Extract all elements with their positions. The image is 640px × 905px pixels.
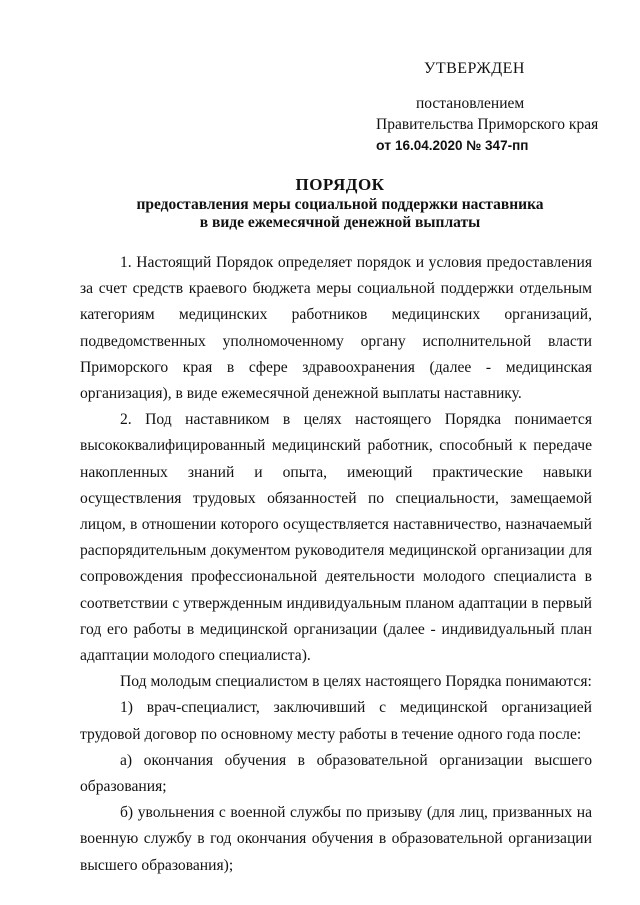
document-subtitle-line-2: в виде ежемесячной денежной выплаты bbox=[199, 214, 481, 231]
paragraph-1: 1. Настоящий Порядок определяет порядок и условия предоставления за счет средств краевого бюджета меры социальной поддержки отдельным категориям медицинских работников медицинских организаций, подведомственных уполномоченному органу исполнительной власти Приморского края в сфере здравоохранения (далее - медицинская организация), в виде ежемесячной денежной выплаты наставнику. bbox=[80, 254, 592, 403]
paragraph-3: Под молодым специалистом в целях настоящего Порядка понимаются: bbox=[120, 673, 592, 691]
paragraph-2: 2. Под наставником в целях настоящего Порядка понимается высококвалифицированный медицинский работник, способный к передаче накопленных знаний и опыта, имеющий практические навыки осуществления трудовых обязанностей по специальности, замещаемой лицом, в отношении которого осуществляется наставничество, назначаемый распорядительным документом руководителя медицинской организации для сопровождения профессиональной деятельности молодого специалиста в соответствии с утвержденным индивидуальным планом адаптации в первый год его работы в медицинской организации (далее - индивидуальный план адаптации молодого специалиста). bbox=[80, 411, 592, 665]
approval-decree-line: постановлением bbox=[416, 95, 525, 112]
paragraph-5: а) окончания обучения в образовательной организации высшего образования; bbox=[80, 751, 592, 796]
document-title: ПОРЯДОК bbox=[295, 175, 385, 194]
paragraph-4: 1) врач-специалист, заключивший с медицинской организацией трудовой договор по основному месту работы в течение одного года после: bbox=[80, 699, 592, 743]
date-prefix: от bbox=[376, 137, 392, 153]
document-body bbox=[80, 250, 592, 879]
paragraph-6: б) увольнения с военной службы по призыву (для лиц, призванных на военную службу в год окончания обучения в образовательной организации высшего образования); bbox=[80, 804, 592, 874]
approved-heading: УТВЕРЖДЕН bbox=[424, 60, 525, 77]
approval-government-line: Правительства Приморского края bbox=[376, 116, 599, 133]
document-title-block bbox=[80, 174, 600, 232]
approval-stamp-block bbox=[376, 58, 606, 156]
approval-date-line bbox=[376, 135, 606, 156]
document-subtitle-line-1: предоставления меры социальной поддержки наставника bbox=[136, 196, 544, 213]
date-number: 16.04.2020 № 347-пп bbox=[394, 138, 529, 153]
